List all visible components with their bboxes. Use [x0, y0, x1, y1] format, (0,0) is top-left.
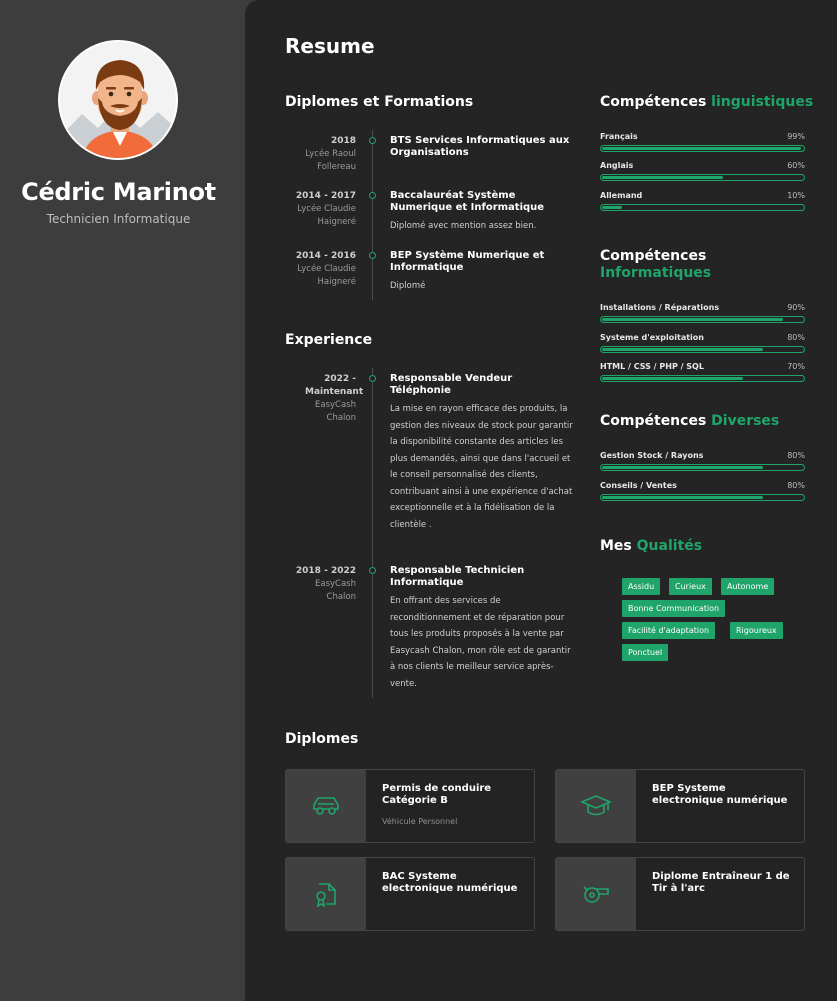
skill-name: Conseils / Ventes	[600, 481, 677, 490]
diploma-icon-box	[556, 858, 636, 930]
experience-date: 2022 - Maintenant	[305, 374, 364, 397]
languages-title	[600, 94, 813, 110]
skill-bar	[600, 204, 805, 211]
skill-name: Systeme d'exploitation	[600, 333, 704, 342]
misc-skills-title	[600, 413, 779, 429]
education-place: Lycée Claudie Haigneré	[297, 204, 356, 227]
skill-misc	[600, 451, 805, 471]
avatar	[58, 40, 178, 160]
experience-timeline	[285, 368, 575, 698]
profile-name: Cédric Marinot	[21, 178, 216, 206]
profile-role: Technicien Informatique	[46, 212, 191, 226]
skill-bar-fill	[602, 206, 622, 209]
skill-name: Anglais	[600, 161, 634, 170]
skill-bar	[600, 494, 805, 501]
skill-language	[600, 161, 805, 181]
skill-bar-fill	[602, 377, 743, 380]
quality-tag: Facilité d'adaptation	[622, 622, 715, 639]
experience-desc: En offrant des services de reconditionnement et de réparation pour tous les produits proposés à la vente par Easycash Chalon, mon rôle est de garantir à nos clients le meilleur service après-vente.	[390, 596, 571, 689]
experience-title: Experience	[285, 332, 373, 348]
misc-skills-title-main: Compétences	[600, 413, 707, 429]
education-date: 2014 - 2017	[295, 191, 356, 201]
education-title-text: BTS Services Informatiques aux Organisations	[390, 135, 570, 158]
experience-place: EasyCash Chalon	[315, 579, 356, 602]
quality-tag: Bonne Communication	[622, 600, 725, 617]
skill-bar-fill	[602, 348, 763, 351]
languages-title-accent: linguistiques	[711, 94, 814, 110]
diploma-title: Permis de conduire Catégorie B	[382, 783, 492, 806]
certificate-icon	[313, 881, 339, 907]
it-skills-title-main: Compétences	[600, 248, 707, 264]
qualities-title-accent: Qualités	[636, 538, 703, 554]
skill-language	[600, 132, 805, 152]
skill-bar	[600, 346, 805, 353]
skill-percent: 80%	[787, 481, 805, 490]
experience-place: EasyCash Chalon	[315, 400, 356, 423]
education-title-text: Baccalauréat Système Numerique et Informatique	[390, 190, 545, 213]
skill-bar	[600, 464, 805, 471]
skill-bar-fill	[602, 176, 723, 179]
skill-percent: 80%	[787, 451, 805, 460]
skill-misc	[600, 481, 805, 501]
skill-bar	[600, 375, 805, 382]
skill-name: HTML / CSS / PHP / SQL	[600, 362, 704, 371]
experience-desc: La mise en rayon efficace des produits, la gestion des niveaux de stock pour garantir la disponibilité constante des articles les plus demandés, ainsi que dans l'accueil et le conseil personnalisé des clients, contribuant ainsi à une expérience d'achat exceptionnelle et à la fidélisation de la clientèle .	[390, 404, 573, 530]
misc-skills-title-accent: Diverses	[711, 413, 780, 429]
timeline-dot-icon	[369, 567, 376, 574]
qualities-title	[600, 538, 702, 554]
it-skills-title	[600, 248, 711, 282]
whistle-icon	[582, 883, 610, 905]
car-icon	[311, 795, 341, 817]
diploma-card	[285, 769, 535, 843]
diploma-title: BAC Systeme electronique numérique	[382, 871, 518, 894]
quality-tag: Curieux	[669, 578, 712, 595]
skill-bar-fill	[602, 147, 801, 150]
diploma-icon-box	[556, 770, 636, 842]
education-title-text: BEP Système Numerique et Informatique	[390, 250, 545, 273]
languages-title-main: Compétences	[600, 94, 707, 110]
skill-percent: 99%	[787, 132, 805, 141]
diploma-card	[285, 857, 535, 931]
it-skills-title-accent: Informatiques	[600, 265, 712, 281]
diploma-title: BEP Systeme electronique numérique	[652, 783, 788, 806]
skill-percent: 60%	[787, 161, 805, 170]
experience-title-text: Responsable Technicien Informatique	[390, 565, 525, 588]
skill-name: Installations / Réparations	[600, 303, 720, 312]
skill-name: Gestion Stock / Rayons	[600, 451, 704, 460]
education-place: Lycée Raoul Follereau	[305, 149, 356, 172]
skill-percent: 80%	[787, 333, 805, 342]
skill-bar-fill	[602, 466, 763, 469]
timeline-dot-icon	[369, 192, 376, 199]
timeline-line	[372, 368, 373, 698]
timeline-dot-icon	[369, 137, 376, 144]
diploma-title: Diplome Entraîneur 1 de Tir à l'arc	[652, 871, 790, 894]
education-title: Diplomes et Formations	[285, 94, 474, 110]
diploma-card	[555, 857, 805, 931]
skill-language	[600, 191, 805, 211]
education-desc: Diplomé avec mention assez bien.	[390, 221, 537, 231]
skill-name: Allemand	[600, 191, 643, 200]
main-panel	[245, 0, 837, 1001]
skill-name: Français	[600, 132, 638, 141]
education-place: Lycée Claudie Haigneré	[297, 264, 356, 287]
timeline-dot-icon	[369, 375, 376, 382]
avatar-illustration-icon	[60, 42, 178, 160]
quality-tag: Autonome	[721, 578, 774, 595]
skill-bar	[600, 316, 805, 323]
timeline-line	[372, 130, 373, 300]
diploma-icon-box	[286, 858, 366, 930]
skill-it	[600, 362, 805, 382]
skill-bar-fill	[602, 318, 783, 321]
skill-bar	[600, 145, 805, 152]
page-title: Resume	[285, 34, 375, 58]
skill-bar-fill	[602, 496, 763, 499]
education-date: 2018	[330, 136, 356, 146]
diploma-icon-box	[286, 770, 366, 842]
diploma-sub: Véhicule Personnel	[382, 817, 458, 826]
experience-title-text: Responsable Vendeur Téléphonie	[390, 373, 513, 396]
skill-it	[600, 333, 805, 353]
timeline-dot-icon	[369, 252, 376, 259]
education-desc: Diplomé	[390, 281, 426, 291]
experience-date: 2018 - 2022	[295, 566, 356, 576]
skill-percent: 90%	[787, 303, 805, 312]
graduation-cap-icon	[581, 794, 611, 818]
diplomas-title: Diplomes	[285, 731, 359, 747]
education-timeline	[285, 130, 575, 300]
skill-percent: 10%	[787, 191, 805, 200]
qualities-title-main: Mes	[600, 538, 632, 554]
education-date: 2014 - 2016	[295, 251, 356, 261]
quality-tag: Ponctuel	[622, 644, 668, 661]
quality-tag: Assidu	[622, 578, 660, 595]
sidebar	[0, 0, 245, 1001]
skill-percent: 70%	[787, 362, 805, 371]
diploma-card	[555, 769, 805, 843]
quality-tag: Rigoureux	[730, 622, 783, 639]
skill-bar	[600, 174, 805, 181]
skill-it	[600, 303, 805, 323]
